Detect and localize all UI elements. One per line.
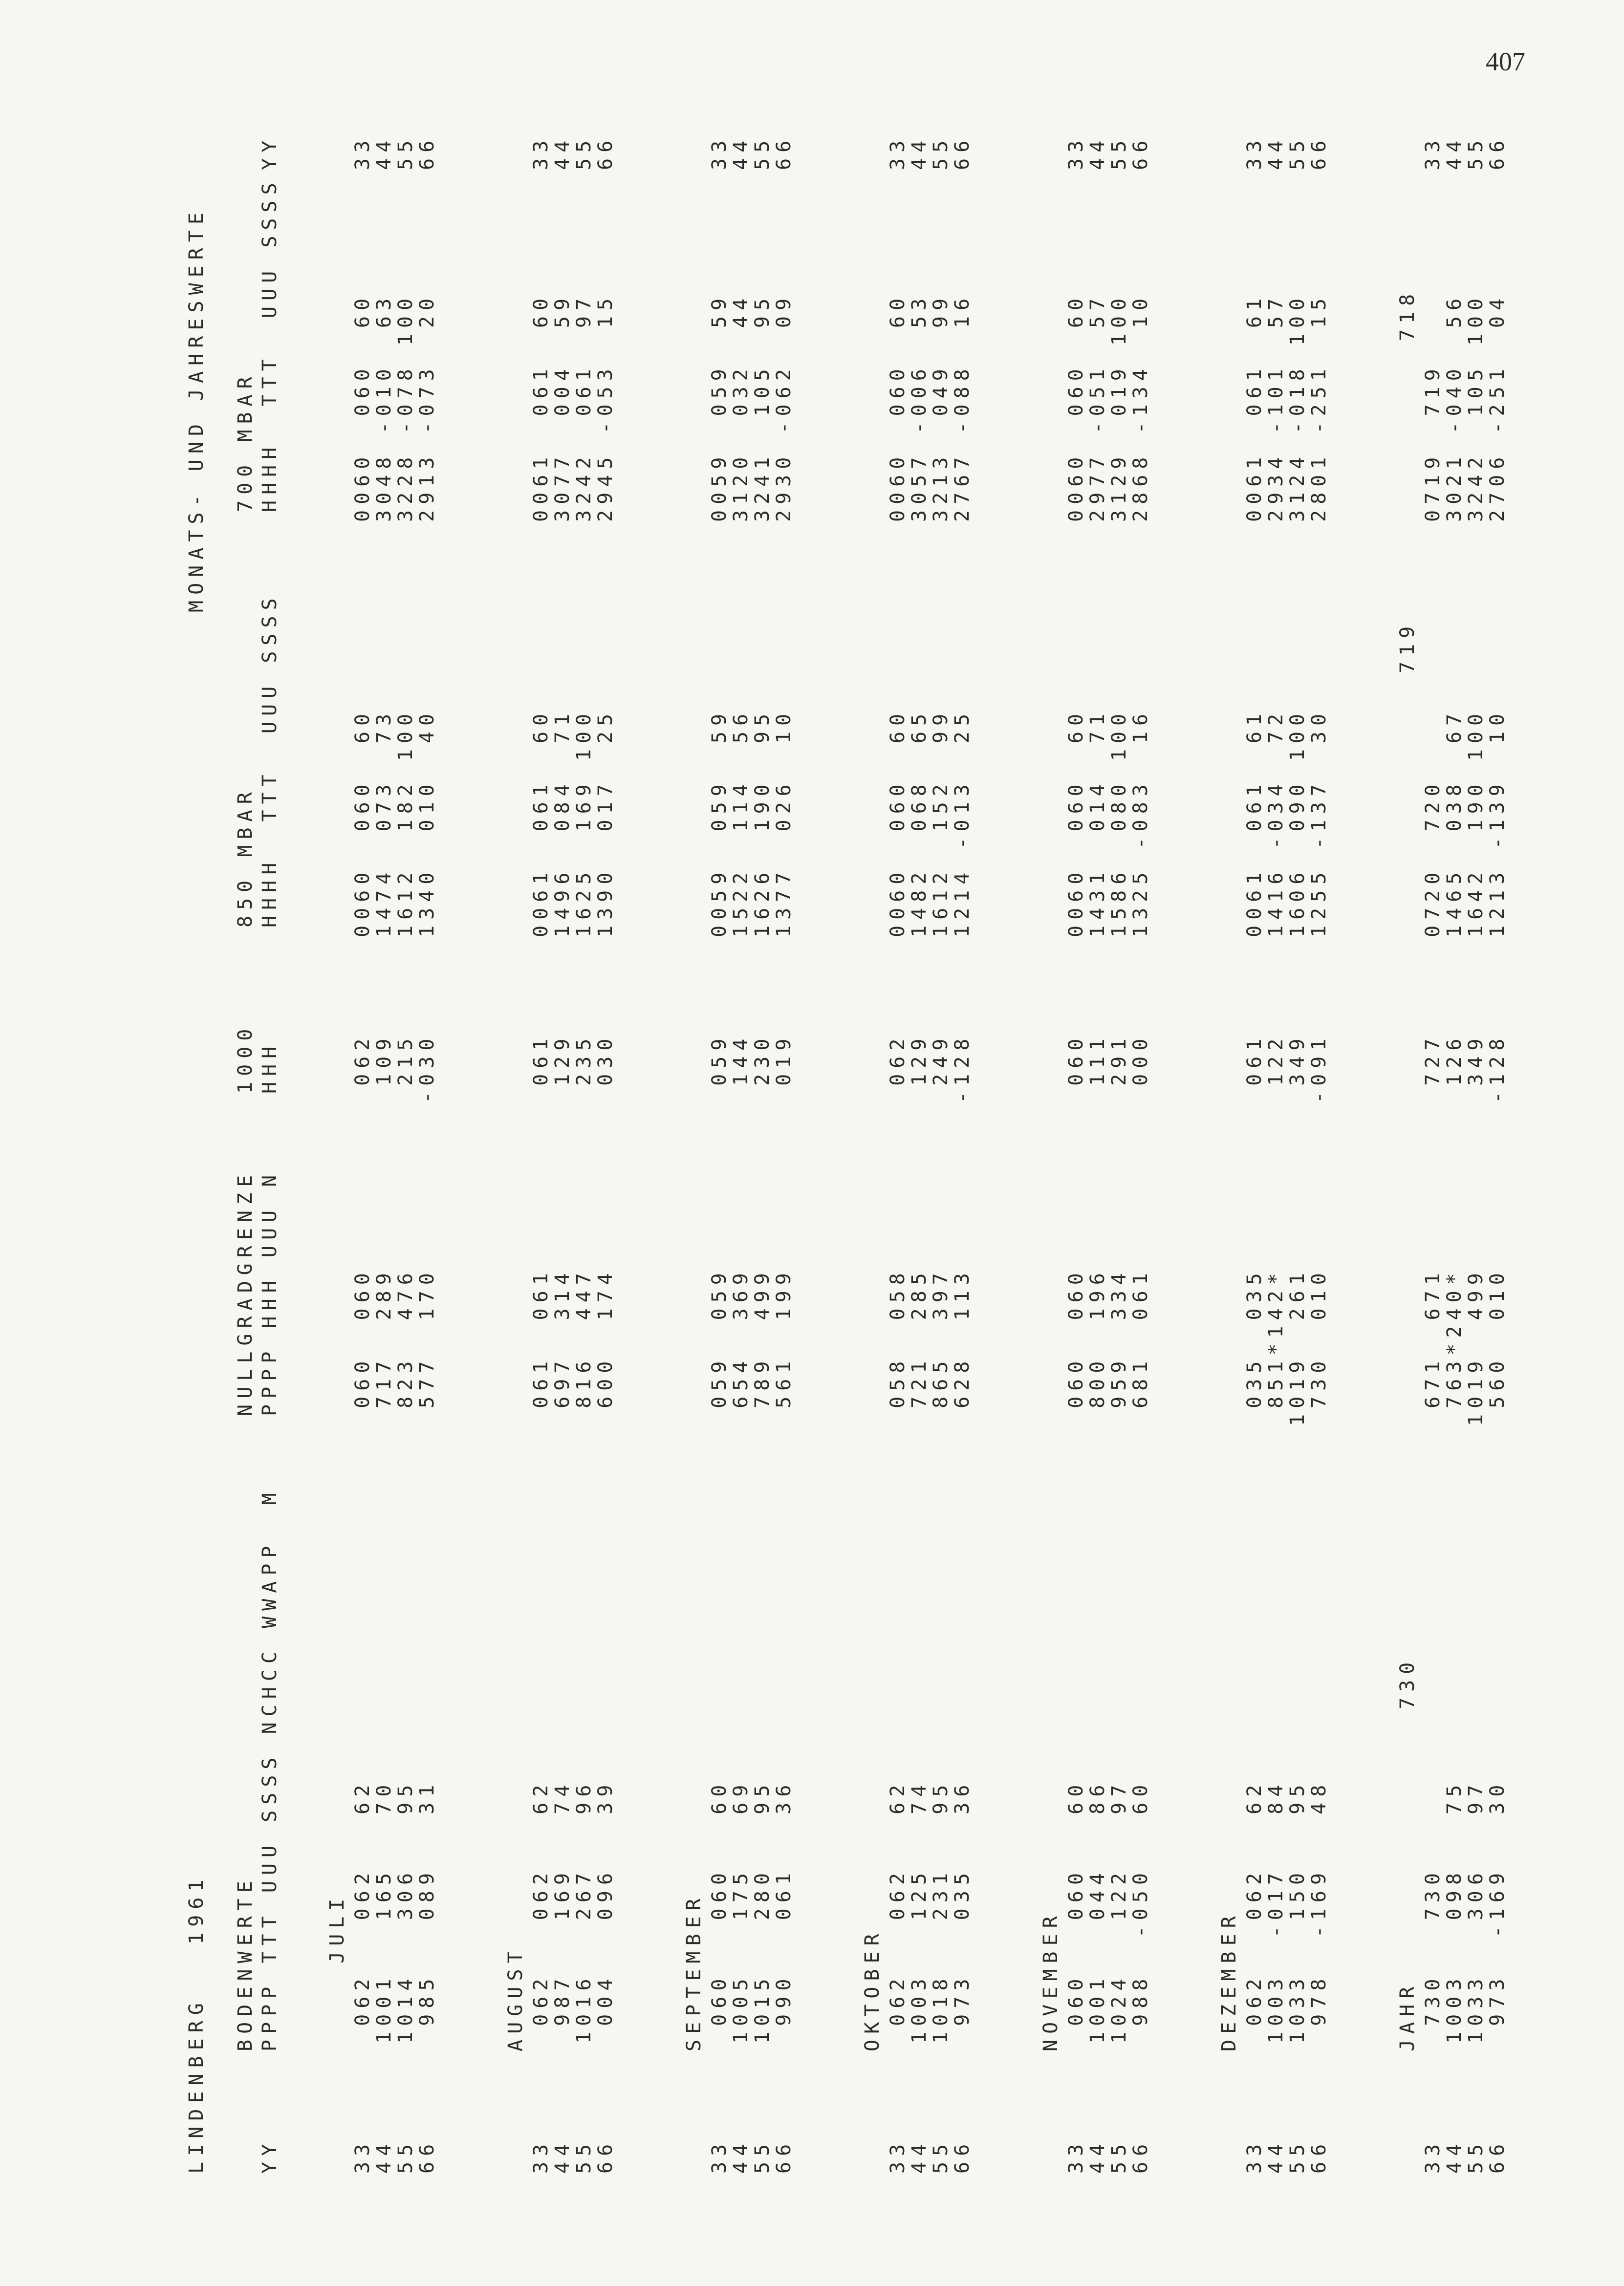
null-header: PPPP HHH UUU N: [259, 1169, 281, 1416]
cell-p700: 2977 -051 57: [1086, 292, 1109, 522]
cell-yy: 33: [887, 2138, 909, 2174]
cell-p700: 3077 004 59: [551, 292, 574, 522]
cell-yy: 33: [1065, 2138, 1087, 2174]
cell-boden: 730 730: [1422, 1867, 1444, 2061]
cell-yy-end: 66: [951, 134, 974, 170]
cell-h1000: -091: [1308, 1033, 1330, 1103]
cell-null: 1019 499: [1465, 1267, 1487, 1426]
cell-boden: 973 035 36: [951, 1779, 974, 2061]
cell-yy-end: 44: [1265, 134, 1287, 170]
cell-p850: 1340 010 40: [416, 708, 438, 937]
cell-p700: 2868 -134 10: [1129, 292, 1152, 522]
cell-yy: 66: [1129, 2138, 1152, 2174]
cell-h1000: -030: [416, 1033, 438, 1103]
annual-ssss-700: 718: [1396, 288, 1419, 341]
cell-yy-end: 44: [373, 134, 395, 170]
cell-null: 865 397: [930, 1267, 952, 1426]
cell-yy-end: 44: [730, 134, 752, 170]
cell-boden: 988 -050 60: [1129, 1779, 1152, 2061]
cell-h1000: 111: [1086, 1033, 1109, 1103]
cell-boden: 1018 231 95: [930, 1779, 952, 2061]
cell-yy: 55: [394, 2138, 417, 2174]
month-label: AUGUST: [504, 1945, 527, 2051]
cell-p700: 3242 105 100: [1465, 292, 1487, 522]
cell-h1000: 144: [730, 1033, 752, 1103]
cell-yy: 66: [416, 2138, 438, 2174]
cell-yy-end: 44: [1086, 134, 1109, 170]
cell-p850: 1496 084 71: [551, 708, 574, 937]
cell-h1000: 249: [930, 1033, 952, 1103]
cell-yy: 44: [551, 2138, 574, 2174]
cell-yy: 44: [730, 2138, 752, 2174]
yy-header: YY: [259, 2138, 281, 2174]
cell-yy-end: 55: [751, 134, 774, 170]
cell-p850: 1213 -139 10: [1486, 708, 1509, 937]
month-label: NOVEMBER: [1039, 1910, 1062, 2051]
cell-null: 1019 261: [1286, 1267, 1309, 1426]
cell-yy-end: 66: [416, 134, 438, 170]
cell-p700: 3129 019 100: [1108, 292, 1130, 522]
cell-boden: 1015 280 95: [751, 1779, 774, 2061]
cell-h1000: -128: [951, 1033, 974, 1103]
cell-p700: 3021 -040 56: [1443, 292, 1466, 522]
cell-boden: 062 062 62: [887, 1779, 909, 2061]
cell-yy-end: 33: [887, 134, 909, 170]
cell-null: 654 369: [730, 1267, 752, 1426]
cell-yy-end: 66: [773, 134, 795, 170]
cell-yy-end: 55: [1286, 134, 1309, 170]
page-number: 407: [1486, 47, 1525, 76]
cell-yy-end: 55: [1108, 134, 1130, 170]
cell-h1000: 109: [373, 1033, 395, 1103]
cell-p700: 2706 -251 04: [1486, 292, 1509, 522]
cell-h1000: 061: [1243, 1033, 1266, 1103]
cell-null: 600 174: [594, 1267, 617, 1426]
cell-p850: 1325 -083 16: [1129, 708, 1152, 937]
cell-p850: 1482 068 65: [908, 708, 931, 937]
cell-h1000: 060: [1065, 1033, 1087, 1103]
cell-boden: 1001 165 70: [373, 1779, 395, 2061]
cell-null: 060 060: [1065, 1267, 1087, 1426]
month-label: DEZEMBER: [1218, 1910, 1240, 2051]
cell-yy-end: 66: [1486, 134, 1509, 170]
cell-boden: 1005 175 69: [730, 1779, 752, 2061]
annual-ssss-850: 719: [1396, 620, 1419, 673]
cell-p700: 0061 061 60: [530, 292, 552, 522]
cell-h1000: 126: [1443, 1033, 1466, 1103]
month-label: JULI: [326, 1893, 348, 1963]
null-title: NULLGRADGRENZE: [234, 1169, 257, 1416]
cell-yy-end: 44: [1443, 134, 1466, 170]
cell-p850: 1612 152 99: [930, 708, 952, 937]
cell-p850: 0060 060 60: [351, 708, 374, 937]
cell-h1000: 230: [751, 1033, 774, 1103]
cell-null: 060 060: [351, 1267, 374, 1426]
cell-boden: 062 062 62: [1243, 1779, 1266, 2061]
cell-yy: 66: [773, 2138, 795, 2174]
station-title: [186, 1874, 207, 2174]
cell-h1000: 727: [1422, 1033, 1444, 1103]
cell-p700: 3120 032 44: [730, 292, 752, 522]
cell-yy-end: 33: [708, 134, 731, 170]
month-label: OKTOBER: [861, 1928, 884, 2051]
cell-yy-end: 44: [908, 134, 931, 170]
cell-null: 628 113: [951, 1267, 974, 1426]
cell-p850: 1625 169 100: [573, 708, 595, 937]
cell-p850: 1626 190 95: [751, 708, 774, 937]
cell-yy: 33: [1243, 2138, 1266, 2174]
cell-yy-end: 66: [1308, 134, 1330, 170]
cell-p850: 0060 060 60: [1065, 708, 1087, 937]
cell-p850: 1431 014 71: [1086, 708, 1109, 937]
p700-title: 700 MBAR: [234, 371, 257, 512]
cell-boden: 060 060 60: [708, 1779, 731, 2061]
cell-null: 671 671: [1422, 1267, 1444, 1426]
cell-p850: 1416 -034 72: [1265, 708, 1287, 937]
cell-null: 800 196: [1086, 1267, 1109, 1426]
cell-boden: 1024 122 97: [1108, 1779, 1130, 2061]
cell-p850: 1390 017 25: [594, 708, 617, 937]
cell-p700: 0060 060 60: [887, 292, 909, 522]
p700-header: HHHH TTT UUU SSSS: [259, 177, 281, 512]
cell-p700: 3048 -010 63: [373, 292, 395, 522]
cell-boden: 978 -169 48: [1308, 1779, 1330, 2061]
cell-yy: 33: [530, 2138, 552, 2174]
cell-p850: 1465 038 67: [1443, 708, 1466, 937]
cell-yy-end: 33: [530, 134, 552, 170]
h1000-title: 1000: [234, 1023, 257, 1094]
cell-h1000: 000: [1129, 1033, 1152, 1103]
cell-null: 035 035: [1243, 1267, 1266, 1426]
cell-p700: 2767 -088 16: [951, 292, 974, 522]
cell-yy: 44: [1265, 2138, 1287, 2174]
cell-boden: 060 060 60: [1065, 1779, 1087, 2061]
cell-p700: 0719 719: [1422, 363, 1444, 522]
cell-null: 681 061: [1129, 1267, 1152, 1426]
yy-end-header: YY: [259, 134, 281, 170]
cell-p850: 1377 026 10: [773, 708, 795, 937]
cell-boden: 1033 306 97: [1465, 1779, 1487, 2061]
cell-null: 730 010: [1308, 1267, 1330, 1426]
cell-null: 560 010: [1486, 1267, 1509, 1426]
cell-boden: 1014 306 95: [394, 1779, 417, 2061]
cell-p850: 1586 080 100: [1108, 708, 1130, 937]
cell-h1000: 215: [394, 1033, 417, 1103]
month-label: SEPTEMBER: [683, 1893, 705, 2051]
cell-yy: 66: [1308, 2138, 1330, 2174]
cell-p700: 3124 -018 100: [1286, 292, 1309, 522]
cell-null: 823 476: [394, 1267, 417, 1426]
cell-h1000: 349: [1465, 1033, 1487, 1103]
cell-p850: 1522 114 56: [730, 708, 752, 937]
cell-p850: 0061 061 60: [530, 708, 552, 937]
cell-p700: 0060 060 60: [1065, 292, 1087, 522]
cell-yy: 66: [1486, 2138, 1509, 2174]
cell-boden: 062 062 62: [351, 1779, 374, 2061]
cell-h1000: 349: [1286, 1033, 1309, 1103]
cell-p700: 0060 060 60: [351, 292, 374, 522]
cell-h1000: 129: [908, 1033, 931, 1103]
cell-yy-end: 66: [1129, 134, 1152, 170]
right-title: MONATS- UND JAHRESWERTE: [185, 207, 208, 612]
cell-boden: 990 061 36: [773, 1779, 795, 2061]
month-label: JAHR: [1396, 1981, 1419, 2051]
cell-p850: 0061 061 61: [1243, 708, 1266, 937]
cell-p700: 2934 -101 57: [1265, 292, 1287, 522]
cell-yy: 33: [351, 2138, 374, 2174]
cell-boden: 062 062 62: [530, 1779, 552, 2061]
cell-p850: 1255 -137 30: [1308, 708, 1330, 937]
cell-p850: 1606 090 100: [1286, 708, 1309, 937]
cell-p700: 3057 -006 53: [908, 292, 931, 522]
cell-p850: 0059 059 59: [708, 708, 731, 937]
cell-h1000: 291: [1108, 1033, 1130, 1103]
cell-yy-end: 55: [1465, 134, 1487, 170]
cell-yy: 55: [930, 2138, 952, 2174]
cell-yy-end: 33: [351, 134, 374, 170]
cell-null: 059 059: [708, 1267, 731, 1426]
cell-null: 697 314: [551, 1267, 574, 1426]
cell-boden: 1003 125 74: [908, 1779, 931, 2061]
cell-null: 577 170: [416, 1267, 438, 1426]
cell-yy: 33: [1422, 2138, 1444, 2174]
cell-p700: 3228 -078 100: [394, 292, 417, 522]
cell-yy: 55: [1465, 2138, 1487, 2174]
h1000-header: HHH: [259, 1040, 281, 1094]
cell-null: 561 199: [773, 1267, 795, 1426]
cell-h1000: 235: [573, 1033, 595, 1103]
cell-boden: 987 169 74: [551, 1779, 574, 2061]
cell-yy-end: 55: [930, 134, 952, 170]
cell-p700: 3241 105 95: [751, 292, 774, 522]
cell-p850: 1612 182 100: [394, 708, 417, 937]
cell-p700: 0059 059 59: [708, 292, 731, 522]
cell-p700: 0061 061 61: [1243, 292, 1266, 522]
cell-yy-end: 44: [551, 134, 574, 170]
cell-yy-end: 66: [594, 134, 617, 170]
cell-yy: 66: [951, 2138, 974, 2174]
cell-p700: 3213 049 99: [930, 292, 952, 522]
p850-title: 850 MBAR: [234, 786, 257, 927]
cell-yy: 55: [1108, 2138, 1130, 2174]
cell-null: 789 499: [751, 1267, 774, 1426]
cell-null: 721 285: [908, 1267, 931, 1426]
cell-p700: 2913 -073 20: [416, 292, 438, 522]
cell-p850: 1642 190 100: [1465, 708, 1487, 937]
cell-yy-end: 55: [394, 134, 417, 170]
station-name: LINDENBERG: [185, 1997, 208, 2174]
cell-yy: 55: [573, 2138, 595, 2174]
cell-boden: 985 089 31: [416, 1779, 438, 2061]
cell-h1000: 062: [351, 1033, 374, 1103]
cell-h1000: 059: [708, 1033, 731, 1103]
cell-yy-end: 33: [1065, 134, 1087, 170]
cell-boden: 1003 -017 84: [1265, 1779, 1287, 2061]
cell-yy: 44: [908, 2138, 931, 2174]
cell-yy-end: 33: [1243, 134, 1266, 170]
cell-yy: 55: [751, 2138, 774, 2174]
boden-title: BODENWERTE: [234, 1875, 257, 2051]
cell-h1000: -128: [1486, 1033, 1509, 1103]
cell-boden: 004 096 39: [594, 1779, 617, 2061]
cell-h1000: 030: [594, 1033, 617, 1103]
cell-yy: 44: [1086, 2138, 1109, 2174]
cell-boden: 1003 098 75: [1443, 1779, 1466, 2061]
cell-p700: 2801 -251 15: [1308, 292, 1330, 522]
cell-boden: 1033 150 95: [1286, 1779, 1309, 2061]
cell-yy: 33: [708, 2138, 731, 2174]
cell-h1000: 019: [773, 1033, 795, 1103]
station-year: 1961: [185, 1874, 208, 1944]
cell-p700: 3242 061 97: [573, 292, 595, 522]
cell-boden: 973 -169 30: [1486, 1779, 1509, 2061]
cell-null: 058 058: [887, 1267, 909, 1426]
cell-null: 061 061: [530, 1267, 552, 1426]
p850-header: HHHH TTT UUU SSSS: [259, 592, 281, 927]
annual-ssss-boden: 730: [1396, 1656, 1419, 1709]
cell-h1000: 062: [887, 1033, 909, 1103]
cell-p850: 1214 -013 25: [951, 708, 974, 937]
cell-p700: 2930 -062 09: [773, 292, 795, 522]
cell-yy: 44: [373, 2138, 395, 2174]
cell-null: 959 334: [1108, 1267, 1130, 1426]
boden-header: PPPP TTT UUU SSSS NCHCC WWAPP M: [259, 1487, 281, 2051]
cell-yy: 66: [594, 2138, 617, 2174]
cell-yy-end: 33: [1422, 134, 1444, 170]
cell-null: 763*240*: [1443, 1267, 1466, 1426]
cell-null: 851*142*: [1265, 1267, 1287, 1426]
cell-p700: 2945 -053 15: [594, 292, 617, 522]
cell-null: 717 289: [373, 1267, 395, 1426]
cell-h1000: 122: [1265, 1033, 1287, 1103]
cell-p850: 0720 720: [1422, 778, 1444, 937]
cell-boden: 1001 044 86: [1086, 1779, 1109, 2061]
cell-yy: 55: [1286, 2138, 1309, 2174]
cell-p850: 0060 060 60: [887, 708, 909, 937]
cell-null: 816 447: [573, 1267, 595, 1426]
cell-h1000: 061: [530, 1033, 552, 1103]
cell-yy-end: 55: [573, 134, 595, 170]
cell-boden: 1016 267 96: [573, 1779, 595, 2061]
cell-h1000: 129: [551, 1033, 574, 1103]
cell-p850: 1474 073 73: [373, 708, 395, 937]
cell-yy: 44: [1443, 2138, 1466, 2174]
